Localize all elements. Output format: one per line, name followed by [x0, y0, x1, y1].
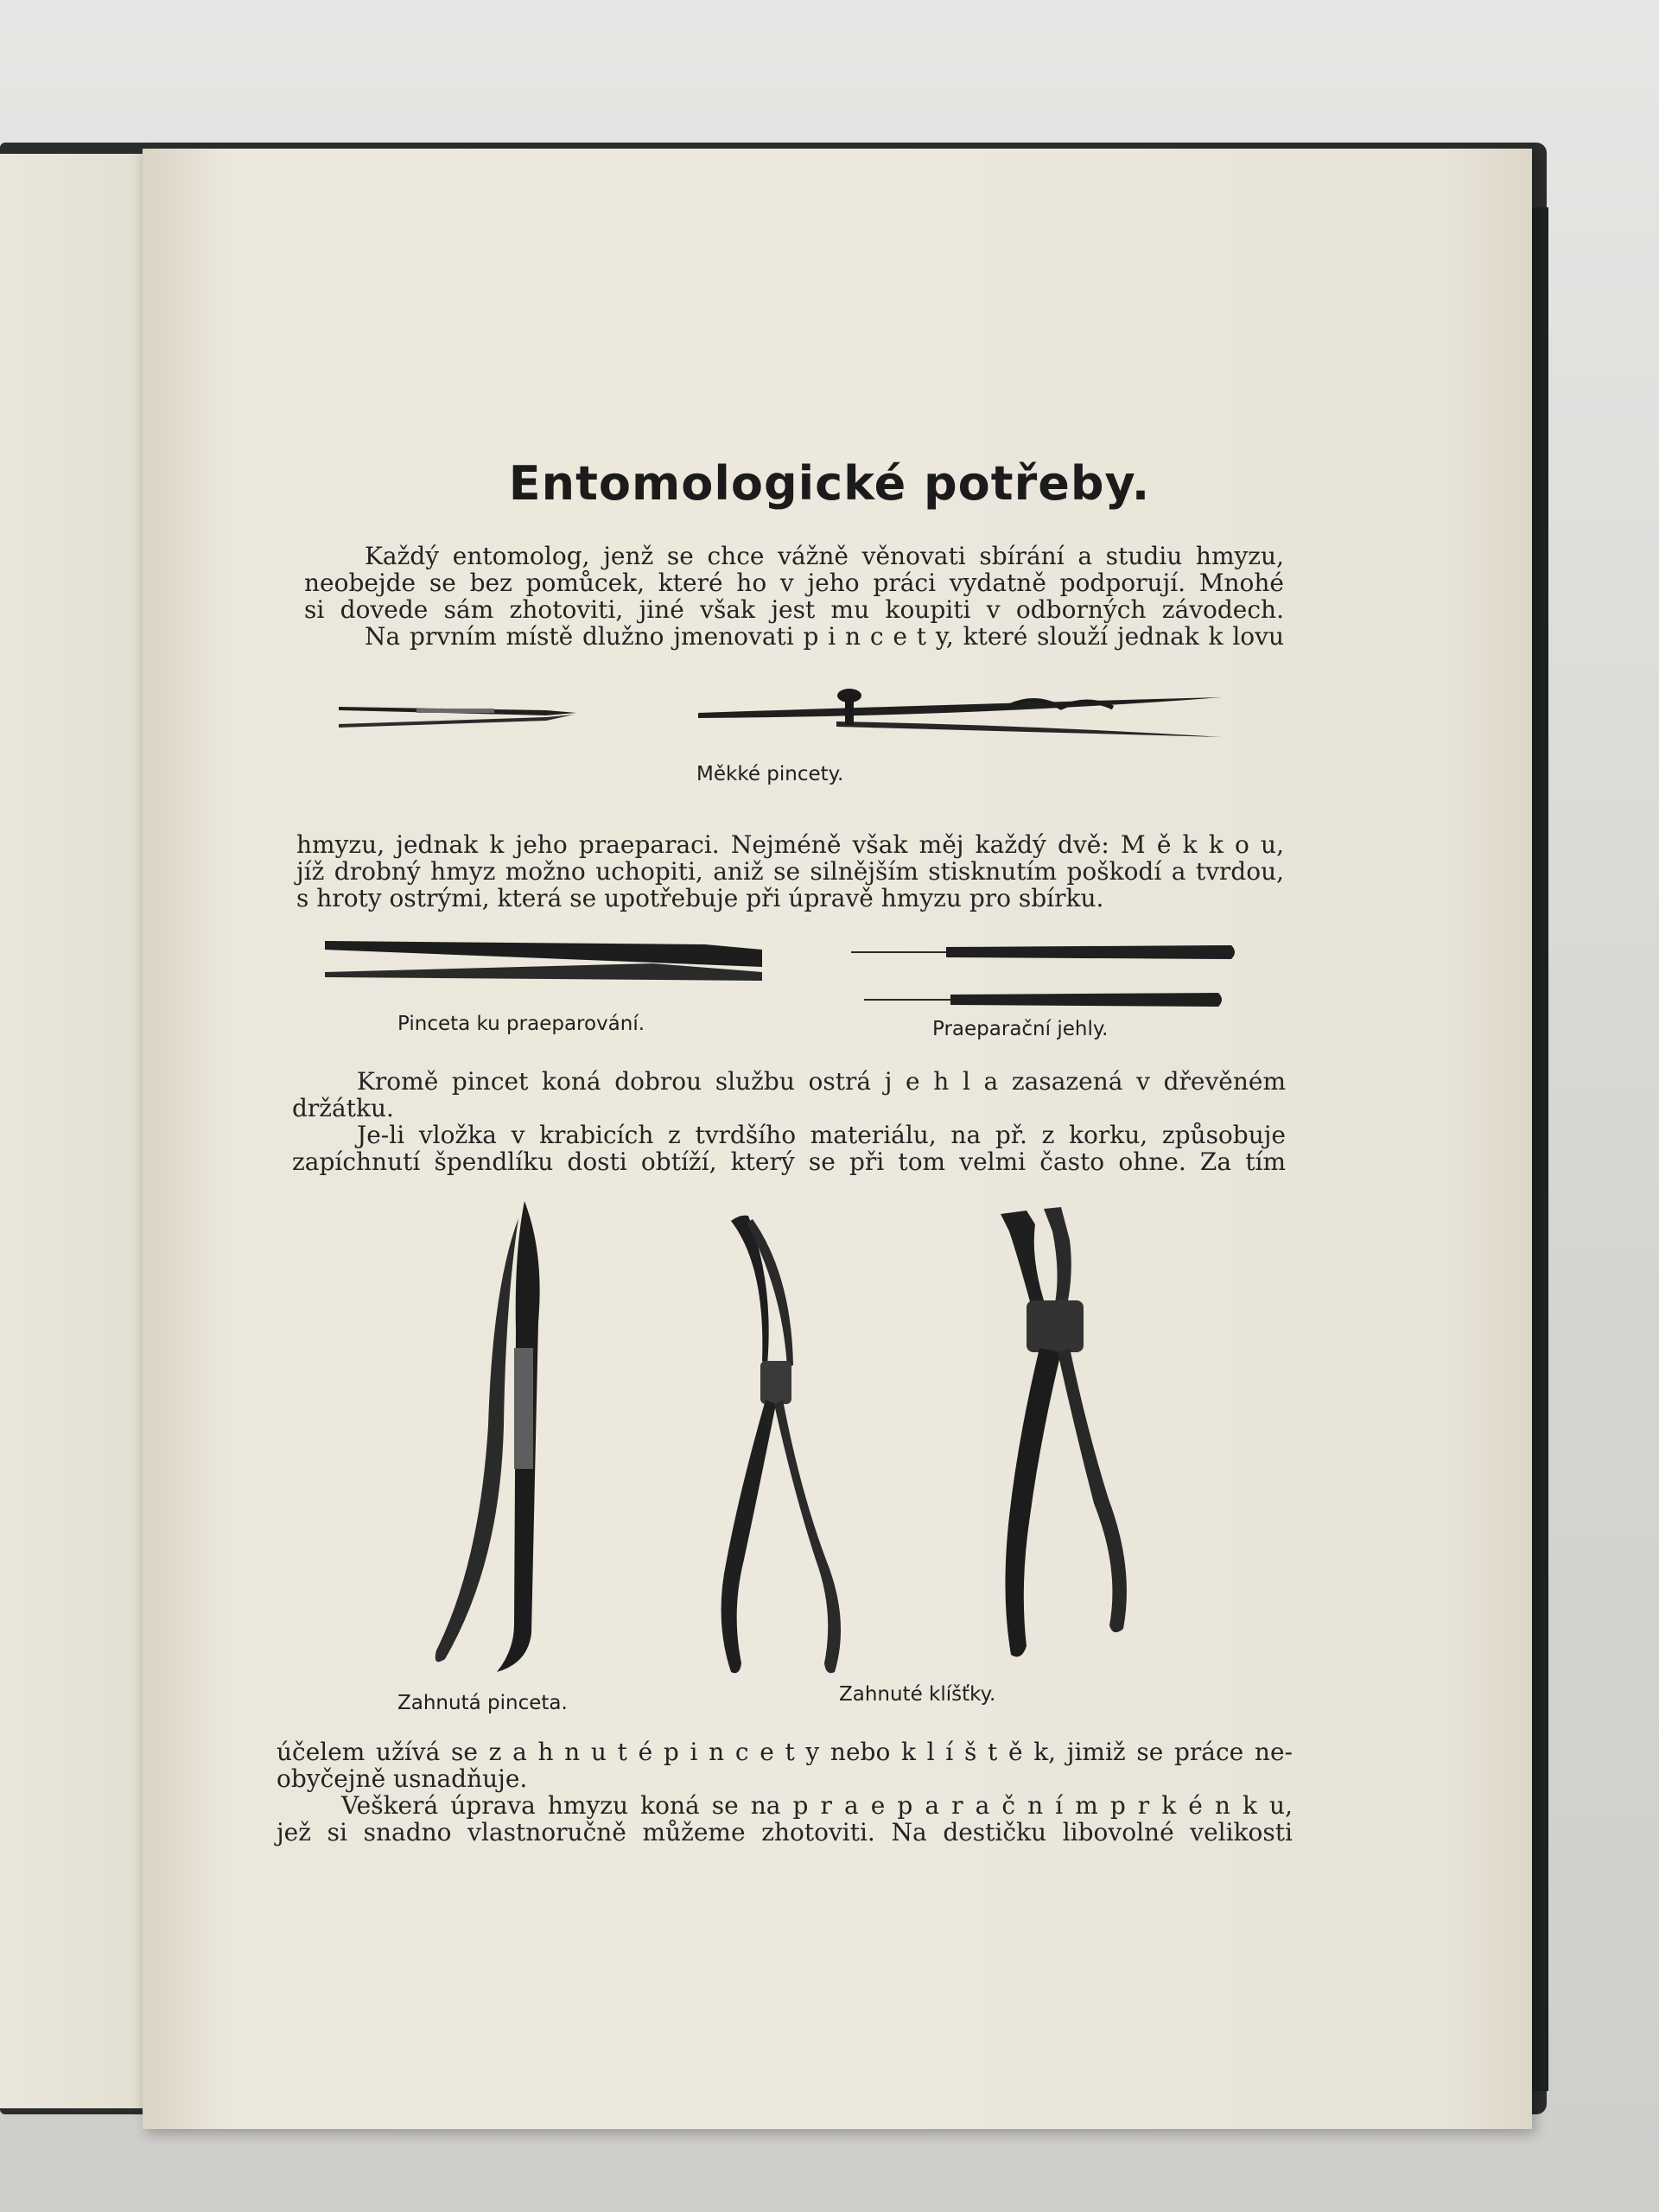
soft-tweezers-large-illustration — [698, 687, 1224, 747]
text-line: držátku. — [292, 1094, 394, 1122]
text-line: zapíchnutí špendlíku dosti obtíží, který se při tom velmi často ohne. Za tím — [292, 1147, 1286, 1176]
paragraph-pliers — [276, 1738, 1293, 1846]
text-line: Kromě pincet koná dobrou službu ostrá j e h l a zasazená v dřevěném — [357, 1067, 1286, 1096]
text-line: jež si snadno vlastnoručně můžeme zhotoviti. Na destičku libovolné velikosti — [276, 1818, 1293, 1847]
caption-bent-pliers: Zahnuté klíšťky. — [839, 1683, 996, 1706]
prep-tweezers-illustration — [325, 938, 764, 989]
soft-tweezers-small-illustration — [339, 698, 581, 734]
text-line: neobejde se bez pomůcek, které ho v jeho práci vydatně podporují. Mnohé — [304, 569, 1284, 597]
text-line: Veškerá úprava hmyzu koná se na p r a e p a r a č n í m p r k é n k u, — [341, 1791, 1293, 1820]
text-line: jíž drobný hmyz možno uchopiti, aniž se silnějším stisknutím poškodí a tvrdou, — [296, 857, 1284, 886]
text-line: Na prvním místě dlužno jmenovati p i n c e t y, které slouží jednak k lovu — [365, 622, 1284, 651]
bent-tweezers-illustration — [428, 1201, 557, 1676]
page-title: Entomologické potřeby. — [508, 456, 1151, 511]
text-line: hmyzu, jednak k jeho praeparaci. Nejméně však měj každý dvě: M ě k k o u, — [296, 830, 1284, 859]
text-line: si dovede sám zhotoviti, jiné však jest mu koupiti v odborných závodech. — [304, 595, 1284, 624]
caption-prep-needles: Praeparační jehly. — [932, 1018, 1109, 1040]
prep-needle-upper-illustration — [851, 942, 1240, 963]
text-line: s hroty ostrými, která se upotřebuje při úpravě hmyzu pro sbírku. — [296, 884, 1104, 912]
prep-needle-lower-illustration — [864, 989, 1227, 1010]
text-line: Je-li vložka v krabicích z tvrdšího materiálu, na př. z korku, způsobuje — [357, 1121, 1286, 1149]
paragraph-needle — [292, 1068, 1286, 1175]
paragraph-tweezers — [296, 831, 1284, 912]
text-line: účelem užívá se z a h n u t é p i n c e t y nebo k l í š t ě k, jimiž se práce ne- — [276, 1738, 1293, 1766]
text-line: obyčejně usnadňuje. — [276, 1764, 528, 1793]
caption-bent-tweezers: Zahnutá pinceta. — [397, 1692, 568, 1714]
bent-pliers-illustration-2 — [992, 1205, 1139, 1672]
text-line: Každý entomolog, jenž se chce vážně věnovati sbírání a studiu hmyzu, — [365, 542, 1284, 570]
caption-soft-tweezers: Měkké pincety. — [696, 763, 844, 785]
paragraph-intro — [304, 543, 1284, 650]
bent-pliers-illustration-1 — [714, 1214, 852, 1681]
caption-prep-tweezers: Pinceta ku praeparování. — [397, 1013, 645, 1035]
